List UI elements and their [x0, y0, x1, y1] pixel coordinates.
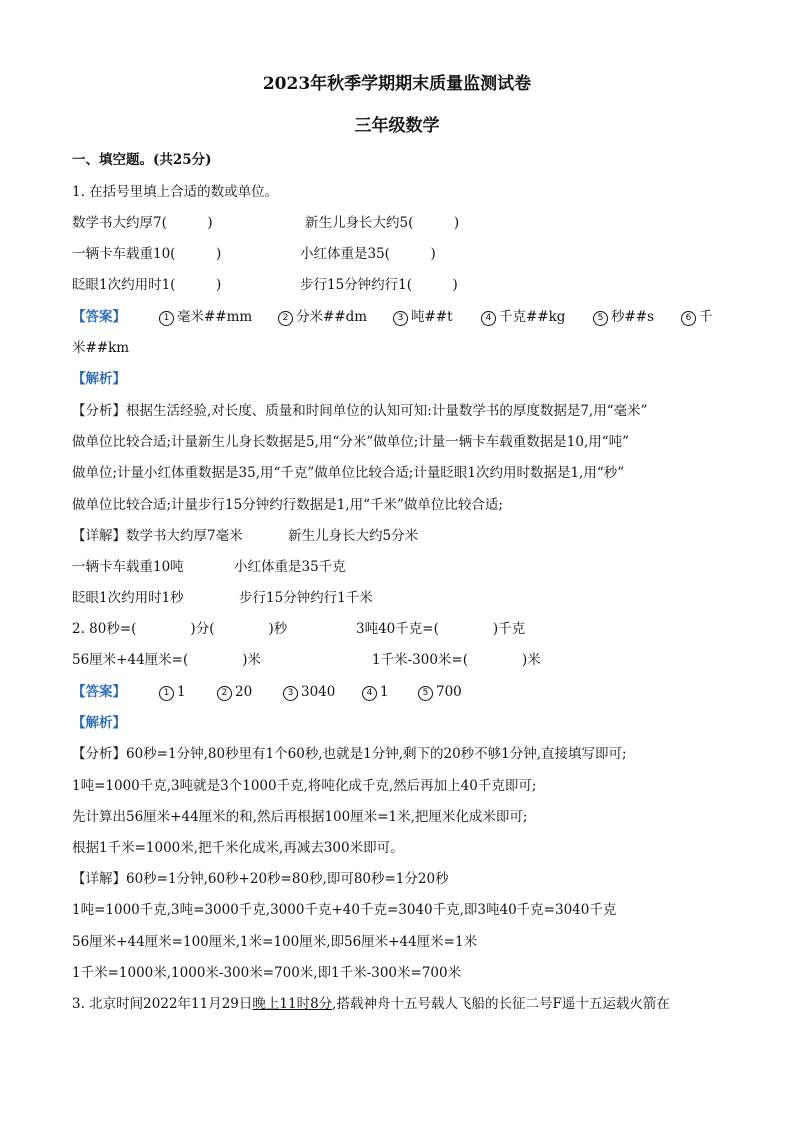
- q1-answer-label: 【答案】: [72, 309, 126, 325]
- q1-answer-wrap: 米##km: [72, 340, 130, 356]
- answer-text: 毫米##mm: [177, 309, 253, 325]
- q3-underlined-time: 晚上11时8分: [252, 996, 333, 1012]
- q1-item: 新生儿身长大约5( ): [305, 215, 460, 231]
- answer-text: 3040: [301, 684, 336, 700]
- circled-number: 4: [481, 311, 496, 326]
- q1-xiangjie-label: 【详解】: [72, 528, 126, 544]
- q3-prefix: 3. 北京时间2022年11月29日: [72, 996, 253, 1012]
- answer-text: 吨##t: [411, 309, 453, 325]
- q1-xiangjie-text: 新生儿身长大约5分米: [288, 528, 419, 544]
- q2-line: 2. 80秒=( )分( )秒: [72, 621, 288, 637]
- q1-answer-item: [593, 307, 654, 327]
- q2-answer-item: [159, 682, 186, 702]
- circled-number: 4: [362, 686, 377, 701]
- q2-xiangjie-line: [72, 869, 449, 889]
- q2-jiexi-label: 【解析】: [72, 715, 126, 731]
- q2-xiangjie-line: 56厘米+44厘米=100厘米,1米=100厘米,即56厘米+44厘米=1米: [72, 934, 478, 950]
- answer-text: 1: [380, 684, 389, 700]
- q2-xiangjie-line: 1吨=1000千克,3吨=3000千克,3000千克+40千克=3040千克,即3吨40千克=3040千克: [72, 902, 617, 918]
- q1-item: 数学书大约厚7( ): [72, 215, 213, 231]
- q1-xiangjie-text: 一辆卡车载重10吨: [72, 559, 184, 575]
- q2-fenxi-line: 根据1千米=1000米,把千米化成米,再减去300米即可。: [72, 840, 404, 856]
- q3-stem: [72, 994, 670, 1014]
- q2-fenxi-label: 【分析】: [72, 746, 126, 762]
- q1-fenxi-line: 做单位比较合适;计量步行15分钟约行数据是1,用“千米”做单位比较合适;: [72, 497, 503, 513]
- answer-text: 1: [177, 684, 186, 700]
- q2-answer-item: [362, 682, 389, 702]
- q1-xiangjie-text: 步行15分钟约行1千米: [239, 590, 373, 606]
- q1-answer-item: [278, 307, 367, 327]
- circled-number: 6: [681, 311, 696, 326]
- q3-suffix: ,搭载神舟十五号载人飞船的长征二号F遥十五运载火箭在: [332, 996, 670, 1012]
- answer-text: 20: [235, 684, 253, 700]
- circled-number: 2: [217, 686, 232, 701]
- q2-answer-label: 【答案】: [72, 684, 126, 700]
- circled-number: 5: [418, 686, 433, 701]
- q2-line: 3吨40千克=( )千克: [356, 621, 526, 637]
- circled-number: 2: [278, 311, 293, 326]
- q2-answer-item: [217, 682, 252, 702]
- section-heading: 一、填空题。(共25分): [72, 152, 212, 168]
- q1-fenxi-line: 做单位比较合适;计量新生儿身长数据是5,用“分米”做单位;计量一辆卡车载重数据是10,用“吨”: [72, 434, 630, 450]
- q1-answer-item: [393, 307, 453, 327]
- q2-fenxi-line: 1吨=1000千克,3吨就是3个1000千克,将吨化成千克,然后再加上40千克即可;: [72, 778, 537, 794]
- q1-answer-item: [481, 307, 565, 327]
- answer-text: 700: [436, 684, 462, 700]
- answer-text: 分米##dm: [296, 309, 368, 325]
- q2-line: 56厘米+44厘米=( )米: [72, 652, 262, 668]
- q1-xiangjie-line: [72, 526, 243, 546]
- q1-jiexi-label: 【解析】: [72, 371, 126, 387]
- q2-answer-item: [283, 682, 335, 702]
- q1-fenxi-text: 根据生活经验,对长度、质量和时间单位的认知可知:计量数学书的厚度数据是7,用“毫米”: [126, 403, 648, 419]
- q1-xiangjie-text: 眨眼1次约用时1秒: [72, 590, 184, 606]
- q2-xiangjie-label: 【详解】: [72, 871, 126, 887]
- q1-item: 小红体重是35( ): [300, 246, 436, 262]
- q1-xiangjie-text: 小红体重是35千克: [234, 559, 346, 575]
- circled-number: 3: [393, 311, 408, 326]
- circled-number: 3: [283, 686, 298, 701]
- circled-number: 1: [159, 686, 174, 701]
- q1-xiangjie-text: 数学书大约厚7毫米: [126, 528, 243, 544]
- exam-title: 2023年秋季学期期末质量监测试卷: [262, 74, 532, 94]
- exam-subtitle: 三年级数学: [354, 116, 440, 136]
- q1-stem: 1. 在括号里填上合适的数或单位。: [72, 184, 279, 200]
- q1-answer-item: [159, 307, 252, 327]
- circled-number: 5: [593, 311, 608, 326]
- q1-item: 一辆卡车载重10( ): [72, 246, 222, 262]
- circled-number: 1: [159, 311, 174, 326]
- q1-fenxi-label: 【分析】: [72, 403, 126, 419]
- answer-text: 秒##s: [611, 309, 655, 325]
- q1-fenxi-line: 做单位;计量小红体重数据是35,用“千克”做单位比较合适;计量眨眼1次约用时数据是1,用“秒”: [72, 465, 625, 481]
- answer-text: 千: [699, 309, 713, 325]
- q1-answer-item: [681, 307, 713, 327]
- q1-fenxi-line: [72, 401, 648, 421]
- q1-item: 步行15分钟约行1( ): [300, 277, 458, 293]
- q2-xiangjie-line: 1千米=1000米,1000米-300米=700米,即1千米-300米=700米: [72, 965, 462, 981]
- q2-fenxi-line: 先计算出56厘米+44厘米的和,然后再根据100厘米=1米,把厘米化成米即可;: [72, 809, 528, 825]
- q2-line: 1千米-300米=( )米: [372, 652, 541, 668]
- q2-fenxi-text: 60秒=1分钟,80秒里有1个60秒,也就是1分钟,剩下的20秒不够1分钟,直接填写即可;: [126, 746, 627, 762]
- q2-xiangjie-text: 60秒=1分钟,60秒+20秒=80秒,即可80秒=1分20秒: [126, 871, 449, 887]
- q2-fenxi-line: [72, 744, 627, 764]
- q2-answer-item: [418, 682, 462, 702]
- q1-item: 眨眼1次约用时1( ): [72, 277, 222, 293]
- answer-text: 千克##kg: [499, 309, 566, 325]
